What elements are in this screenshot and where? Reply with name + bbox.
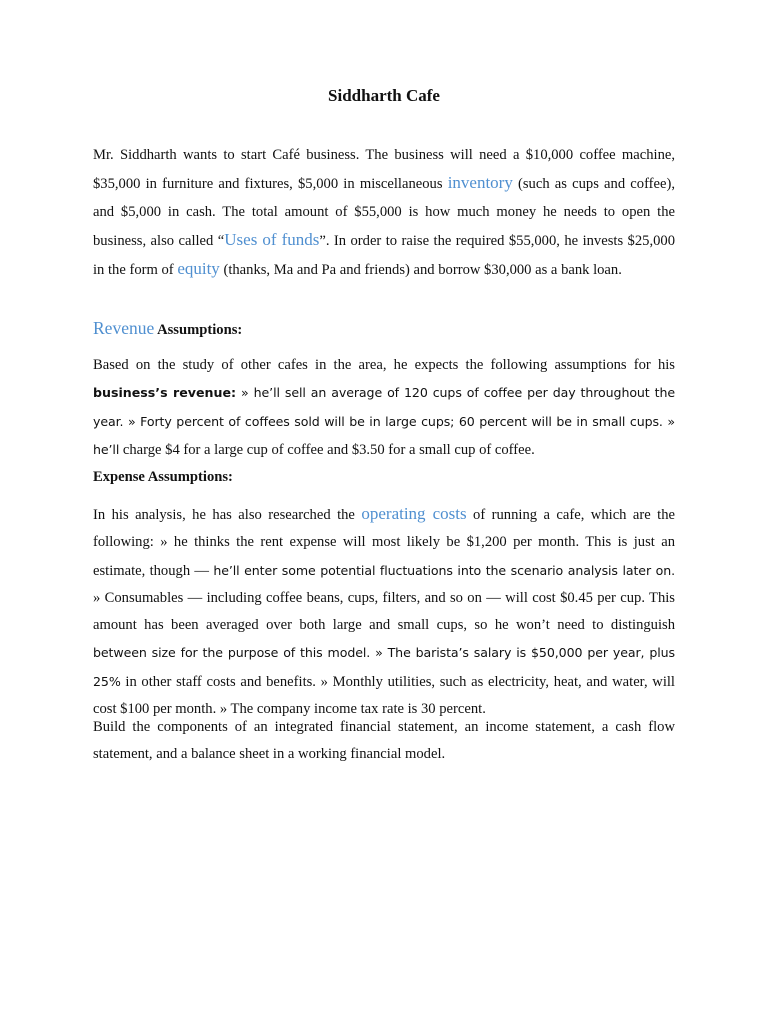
expense-sans-text-2: between size for the purpose of this model. » The barista’s salary is $50,000 per year, plus 25% [93,645,675,689]
expense-text-3: » Consumables — including coffee beans, cups, filters, and so on — will cost $0.45 per cup. This amount has been averaged over both large and small cups, so he won’t need to distinguish [93,589,675,634]
revenue-text-1: Based on the study of other cafes in the area, he expects the following assumptions for his [93,357,675,373]
intro-text-2: (such as cups and coffee), and $5,000 in cash. The total amount of $55,000 is how much money he needs to open the business, also called “ [93,176,675,249]
revenue-bold-label: business’s revenue: [93,385,237,401]
uses-of-funds-link[interactable]: Uses of funds [224,229,320,249]
intro-text-1: Mr. Siddharth wants to start Café business. The business will need a $10,000 coffee machine, $35,000 in furniture and fixtures, $5,000 in miscellaneous [93,147,675,193]
expense-text-2: of running a cafe, which are the following: » he thinks the rent expense will most likely be $1,200 per month. This is just an estimate, though — [93,507,675,579]
intro-text-4: (thanks, Ma and Pa and friends) and borrow $30,000 as a bank loan. [219,262,622,279]
intro-paragraph [93,142,675,284]
document-title: Siddharth Cafe [328,86,440,105]
revenue-heading-text: Assumptions: [154,322,243,338]
revenue-link[interactable]: Revenue [93,318,155,338]
task-paragraph: Build the components of an integrated financial statement, an income statement, a cash flow statement, and a balance sheet in a working financial model. [93,719,675,763]
expense-text-4: in other staff costs and benefits. » Monthly utilities, such as electricity, heat, and water, will cost $100 per month. » The company income tax rate is 30 percent. [93,673,675,718]
revenue-assumptions-heading [93,315,242,344]
revenue-sans-text: » he’ll sell an average of 120 cups of coffee per day throughout the year. » Forty percent of coffees sold will be in large cups; 60 percent will be in small cups. » he’ll [93,385,676,457]
revenue-paragraph [93,352,675,464]
expense-assumptions-heading: Expense Assumptions: [93,469,233,485]
expense-sans-text-1: he’ll enter some potential fluctuations into the scenario analysis later on. [213,562,675,578]
intro-text-3: ”. In order to raise the required $55,000, he invests $25,000 in the form of [93,232,675,279]
equity-link[interactable]: equity [177,259,220,279]
inventory-link[interactable]: inventory [447,173,513,193]
operating-costs-link[interactable]: operating costs [361,504,467,523]
revenue-text-2: charge $4 for a large cup of coffee and $3.50 for a small cup of coffee. [119,441,535,458]
expense-paragraph [93,500,675,723]
expense-text-1: In his analysis, he has also researched the [93,507,362,523]
